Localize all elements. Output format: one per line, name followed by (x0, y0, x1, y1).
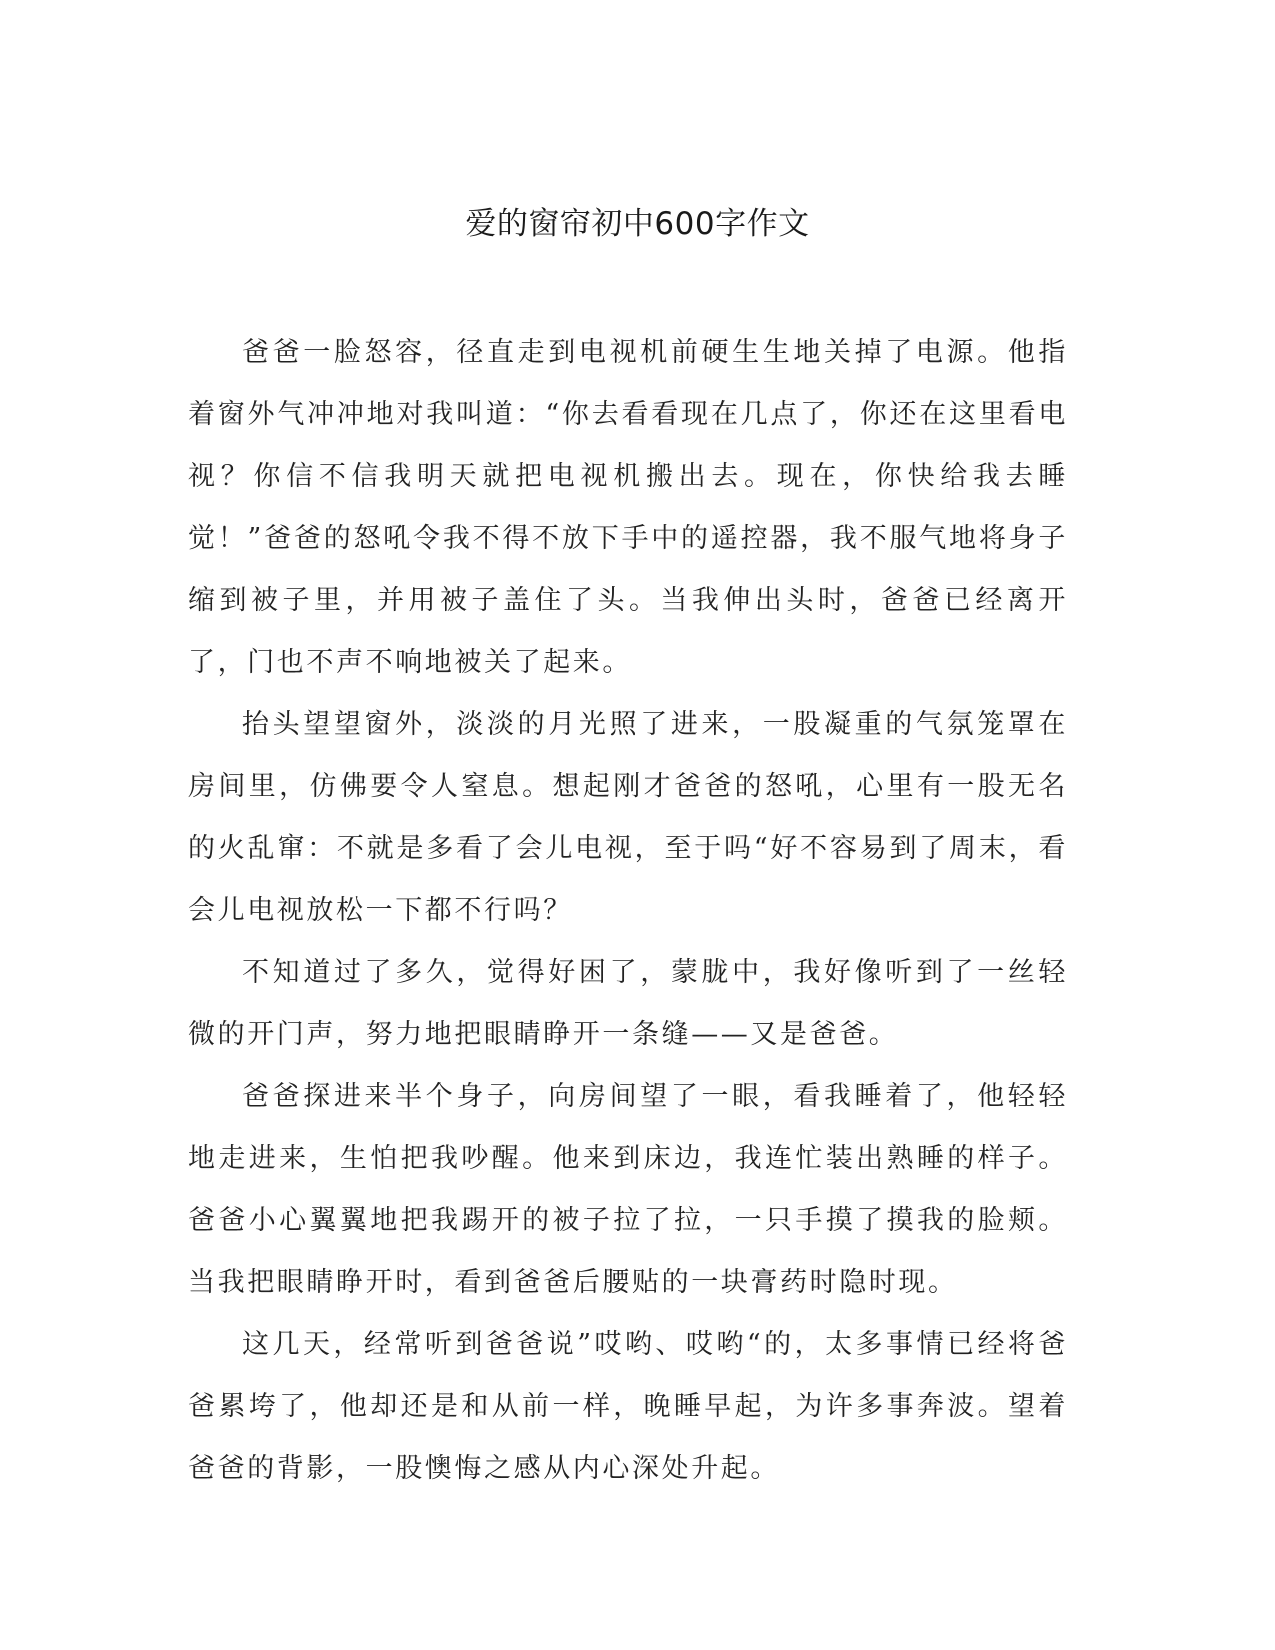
document-body (188, 322, 1068, 1500)
paragraph-1: 爸爸一脸怒容，径直走到电视机前硬生生地关掉了电源。他指着窗外气冲冲地对我叫道：“你去看看现在几点了，你还在这里看电视？你信不信我明天就把电视机搬出去。现在，你快给我去睡觉！”爸爸的怒吼令我不得不放下手中的遥控器，我不服气地将身子缩到被子里，并用被子盖住了头。当我伸出头时，爸爸已经离开了，门也不声不响地被关了起来。 (188, 337, 1068, 678)
paragraph-3: 不知道过了多久，觉得好困了，蒙胧中，我好像听到了一丝轻微的开门声，努力地把眼睛睁开一条缝——又是爸爸。 (188, 957, 1068, 1050)
document-title: 爱的窗帘初中600字作文 (465, 206, 810, 242)
paragraph-4: 爸爸探进来半个身子，向房间望了一眼，看我睡着了，他轻轻地走进来，生怕把我吵醒。他来到床边，我连忙装出熟睡的样子。爸爸小心翼翼地把我踢开的被子拉了拉，一只手摸了摸我的脸颊。当我把眼睛睁开时，看到爸爸后腰贴的一块膏药时隐时现。 (188, 1081, 1068, 1298)
paragraph-5: 这几天，经常听到爸爸说”哎哟、哎哟“的，太多事情已经将爸爸累垮了，他却还是和从前一样，晚睡早起，为许多事奔波。望着爸爸的背影，一股懊悔之感从内心深处升起。 (188, 1329, 1068, 1484)
paragraph-2: 抬头望望窗外，淡淡的月光照了进来，一股凝重的气氛笼罩在房间里，仿佛要令人窒息。想起刚才爸爸的怒吼，心里有一股无名的火乱窜：不就是多看了会儿电视，至于吗“好不容易到了周末，看会儿电视放松一下都不行吗？ (188, 709, 1068, 926)
